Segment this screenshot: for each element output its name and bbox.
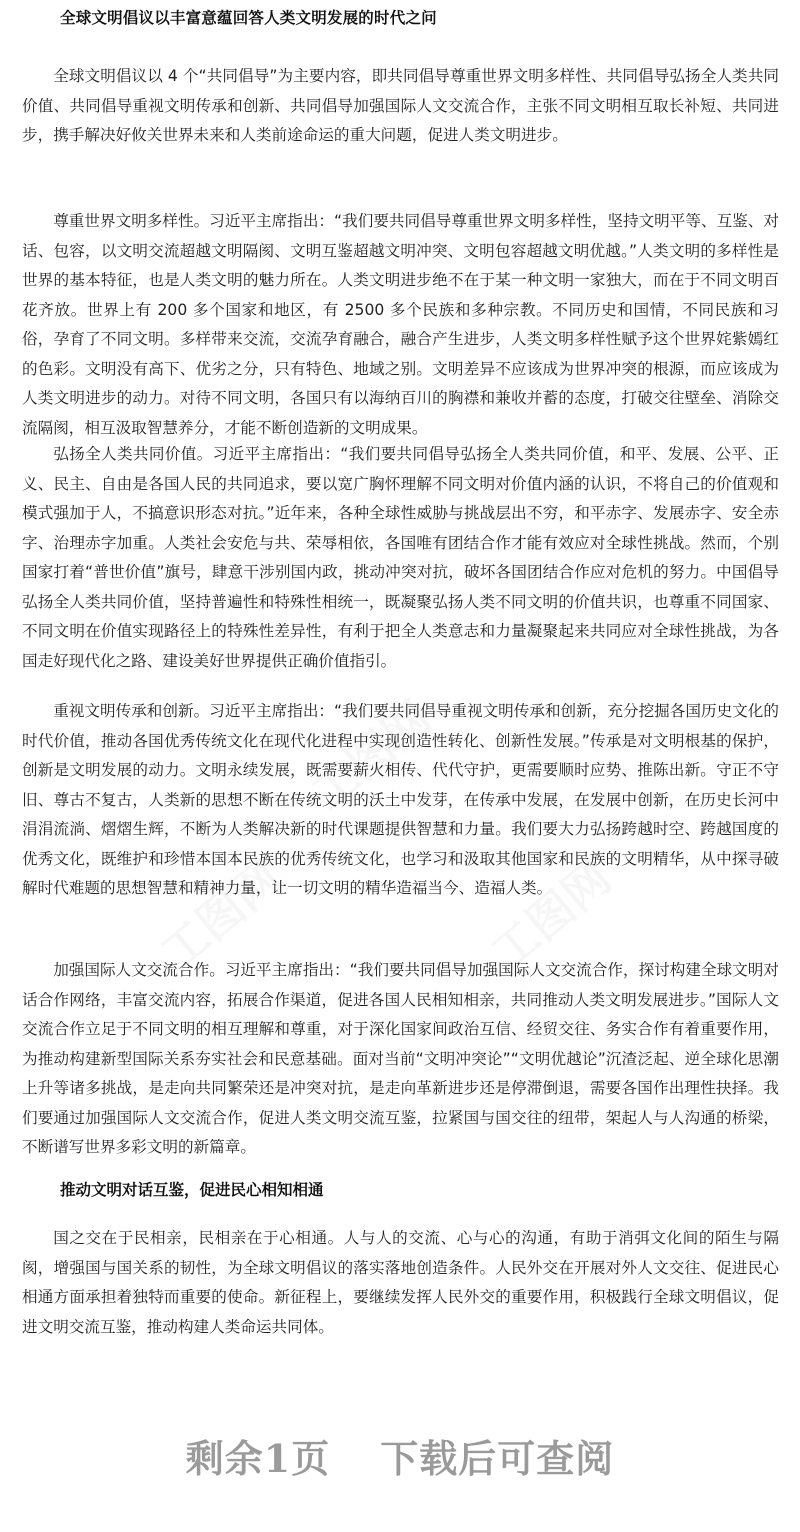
paragraph-common-values: 弘扬全人类共同价值。习近平主席指出：“我们要共同倡导弘扬全人类共同价值，和平、发展、公平、正义、民主、自由是各国人民的共同追求，要以宽广胸怀理解不同文明对价值内涵的认识，不将自己的价值观和模式强加于人，不搞意识形态对抗。”近年来，各种全球性威胁与挑战层出不穷，和平赤字、发展赤字、安全赤字、治理赤字加重。人类社会安危与共、荣辱相依，各国唯有团结合作才能有效应对全球性挑战。然而，个别国家打着“普世价值”旗号，肆意干涉别国内政，挑动冲突对抗，破坏各国团结合作应对危机的努力。中国倡导弘扬全人类共同价值，坚持普遍性和特殊性相统一，既凝聚弘扬人类不同文明的价值共识，也尊重不同国家、不同文明在价值实现路径上的特殊性差异性，有利于把全人类意志和力量凝聚起来共同应对全球性挑战，为各国走好现代化之路、建设美好世界提供正确价值指引。 xyxy=(22,445,779,670)
paragraph-intro: 全球文明倡议以 4 个“共同倡导”为主要内容，即共同倡导尊重世界文明多样性、共同倡导弘扬全人类共同价值、共同倡导重视文明传承和创新、共同倡导加强国际人文交流合作，主张不同文明相互取长补短、共同进步，携手解决好攸关世界未来和人类前途命运的重大问题，促进人类文明进步。 xyxy=(22,67,779,144)
section-heading: 推动文明对话互鉴，促进民心相知相通 xyxy=(60,1181,324,1199)
paragraph-exchange-cooperation: 加强国际人文交流合作。习近平主席指出：“我们要共同倡导加强国际人文交流合作，探讨构建全球文明对话合作网络，丰富交流内容，拓展合作渠道，促进各国人民相知相亲，共同推动人类文明发展进步。”国际人文交流合作立足于不同文明的相互理解和尊重，对于深化国家间政治互信、经贸交往、务实合作有着重要作用，为推动构建新型国际关系夯实社会和民意基础。面对当前“文明冲突论”“文明优越论”沉渣泛起、逆全球化思潮上升等诸多挑战，是走向共同繁荣还是冲突对抗，是走向革新进步还是停滞倒退，需要各国作出理性抉择。我们要通过加强国际人文交流合作，促进人类文明交流互鉴，拉紧国与国交往的纽带，架起人与人沟通的桥梁，不断谱写世界多彩文明的新篇章。 xyxy=(22,961,779,1156)
paragraph-diversity: 尊重世界文明多样性。习近平主席指出：“我们要共同倡导尊重世界文明多样性，坚持文明平等、互鉴、对话、包容，以文明交流超越文明隔阂、文明互鉴超越文明冲突、文明包容超越文明优越。”人类文明的多样性是世界的基本特征，也是人类文明的魅力所在。人类文明进步绝不在于某一种文明一家独大，而在于不同文明百花齐放。世界上有 200 多个国家和地区，有 2500 多个民族和多种宗教。不同历史和国情，不同民族和习俗，孕育了不同文明。多样带来交流，交流孕育融合，融合产生进步，人类文明多样性赋予这个世界姹紫嫣红的色彩。文明没有高下、优劣之分，只有特色、地域之别。文明差异不应该成为世界冲突的根源，而应该成为人类文明进步的动力。对待不同文明，各国只有以海纳百川的胸襟和兼收并蓄的态度，打破交往壁垒、消除交流隔阂，相互汲取智慧养分，才能不断创造新的文明成果。 xyxy=(22,212,779,437)
download-notice[interactable] xyxy=(0,1428,800,1483)
paragraph-heritage-innovation: 重视文明传承和创新。习近平主席指出：“我们要共同倡导重视文明传承和创新，充分挖掘各国历史文化的时代价值，推动各国优秀传统文化在现代化进程中实现创造性转化、创新性发展。”传承是对文明根基的保护，创新是文明发展的动力。文明永续发展，既需要薪火相传、代代守护，更需要顺时应势、推陈出新。守正不守旧、尊古不复古，人类新的思想不断在传统文明的沃土中发芽，在传承中发展，在发展中创新，在历史长河中涓涓流淌、熠熠生辉，不断为人类解决新的时代课题提供智慧和力量。我们要大力弘扬跨越时空、跨越国度的优秀文化，既维护和珍惜本国本民族的优秀传统文化，也学习和汲取其他国家和民族的文明精华，从中探寻破解时代难题的思想智慧和精神力量，让一切文明的精华造福当今、造福人类。 xyxy=(22,702,779,897)
paragraph-closing: 国之交在于民相亲，民相亲在于心相通。人与人的交流、心与心的沟通，有助于消弭文化间的陌生与隔阂，增强国与国关系的韧性，为全球文明倡议的落实落地创造条件。人民外交在开展对外人文交往、促进民心相通方面承担着独特而重要的使命。新征程上，要继续发挥人民外交的重要作用，积极践行全球文明倡议，促进文明交流互鉴，推动构建人类命运共同体。 xyxy=(22,1229,779,1336)
download-prompt-label[interactable]: 下载后可查阅 xyxy=(380,1436,615,1481)
remaining-pages-label: 剩余1页 xyxy=(185,1436,331,1481)
document-title: 全球文明倡议以丰富意蕴回答人类文明发展的时代之问 xyxy=(60,9,437,27)
